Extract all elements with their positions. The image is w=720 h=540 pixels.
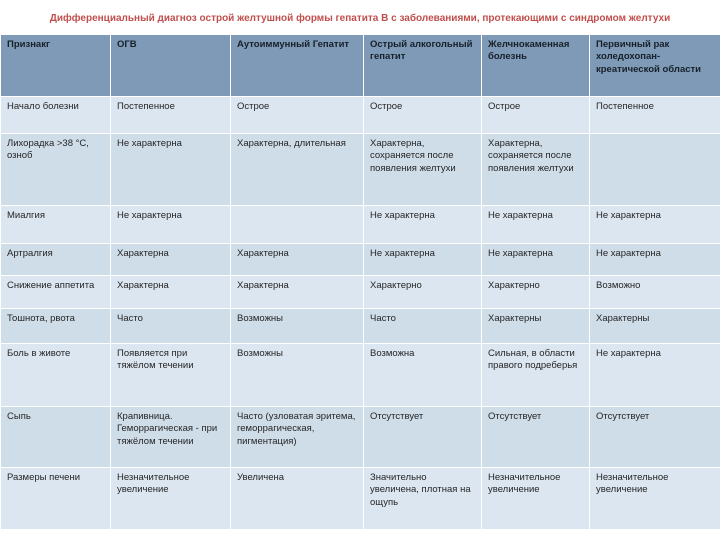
table-cell: Характерна	[231, 244, 364, 276]
table-row	[1, 97, 720, 134]
table-row	[1, 407, 720, 468]
table-cell	[231, 206, 364, 244]
row-label: Миалгия	[1, 206, 111, 244]
table-cell: Постепенное	[111, 97, 231, 134]
table-cell: Появляется при тяжёлом течении	[111, 344, 231, 407]
table-cell: Не характерна	[111, 134, 231, 206]
column-header-gallstone: Желчнокаменная болезнь	[482, 35, 590, 97]
table-cell: Незначительное увеличение	[111, 468, 231, 530]
table-cell: Отсутствует	[364, 407, 482, 468]
table-cell: Не характерна	[482, 206, 590, 244]
header-row	[1, 35, 720, 97]
table-cell: Характерна	[111, 276, 231, 309]
table-row	[1, 309, 720, 344]
table-cell: Крапивница. Геморрагическая - при тяжёлом течении	[111, 407, 231, 468]
table-cell: Постепенное	[590, 97, 720, 134]
table-cell: Не характерна	[590, 344, 720, 407]
column-header-cancer: Первичный рак холедохопан- креатической области	[590, 35, 720, 97]
table-cell: Не характерна	[590, 206, 720, 244]
table-cell: Увеличена	[231, 468, 364, 530]
table-cell: Незначительное увеличение	[590, 468, 720, 530]
table-cell: Отсутствует	[482, 407, 590, 468]
table-cell: Сильная, в области правого подреберья	[482, 344, 590, 407]
table-row	[1, 206, 720, 244]
page-title: Дифференциальный диагноз острой желтушной формы гепатита В с заболеваниями, протекающими с синдромом желтухи	[49, 13, 671, 24]
table-cell: Острое	[364, 97, 482, 134]
row-label: Сыпь	[1, 407, 111, 468]
table-cell: Характерна, сохраняется после появления желтухи	[482, 134, 590, 206]
row-label: Артралгия	[1, 244, 111, 276]
table-cell: Характерно	[482, 276, 590, 309]
column-header-alcoholic: Острый алкогольный гепатит	[364, 35, 482, 97]
table-cell: Острое	[231, 97, 364, 134]
table-cell: Характерна	[231, 276, 364, 309]
table-cell: Возможна	[364, 344, 482, 407]
column-header-priznak: Признакг	[1, 35, 111, 97]
row-label: Снижение аппетита	[1, 276, 111, 309]
table-cell: Не характерна	[364, 244, 482, 276]
table-cell: Характерны	[590, 309, 720, 344]
table-cell: Значительно увеличена, плотная на ощупь	[364, 468, 482, 530]
table-cell: Часто (узловатая эритема, геморрагическая, пигментация)	[231, 407, 364, 468]
row-label: Тошнота, рвота	[1, 309, 111, 344]
table-cell: Часто	[364, 309, 482, 344]
diagnosis-table	[0, 34, 720, 530]
column-header-autoimmune: Аутоиммунный Гепатит	[231, 35, 364, 97]
table-cell: Отсутствует	[590, 407, 720, 468]
table-cell: Характерны	[482, 309, 590, 344]
table-cell	[590, 134, 720, 206]
table-cell: Характерна, сохраняется после появления желтухи	[364, 134, 482, 206]
table-cell: Характерна, длительная	[231, 134, 364, 206]
column-header-ogv: ОГВ	[111, 35, 231, 97]
table-cell: Не характерна	[482, 244, 590, 276]
table-cell: Незначительное увеличение	[482, 468, 590, 530]
table-cell: Возможно	[590, 276, 720, 309]
table-cell: Острое	[482, 97, 590, 134]
table-row	[1, 276, 720, 309]
row-label: Боль в животе	[1, 344, 111, 407]
table-row	[1, 134, 720, 206]
row-label: Начало болезни	[1, 97, 111, 134]
table-row	[1, 344, 720, 407]
table-cell: Не характерна	[111, 206, 231, 244]
table-cell: Часто	[111, 309, 231, 344]
table-row	[1, 244, 720, 276]
table-cell: Характерно	[364, 276, 482, 309]
table-cell: Характерна	[111, 244, 231, 276]
row-label: Размеры печени	[1, 468, 111, 530]
row-label: Лихорадка >38 °С, озноб	[1, 134, 111, 206]
table-cell: Не характерна	[590, 244, 720, 276]
table-cell: Не характерна	[364, 206, 482, 244]
table-cell: Возможны	[231, 309, 364, 344]
table-cell: Возможны	[231, 344, 364, 407]
table-row	[1, 468, 720, 530]
